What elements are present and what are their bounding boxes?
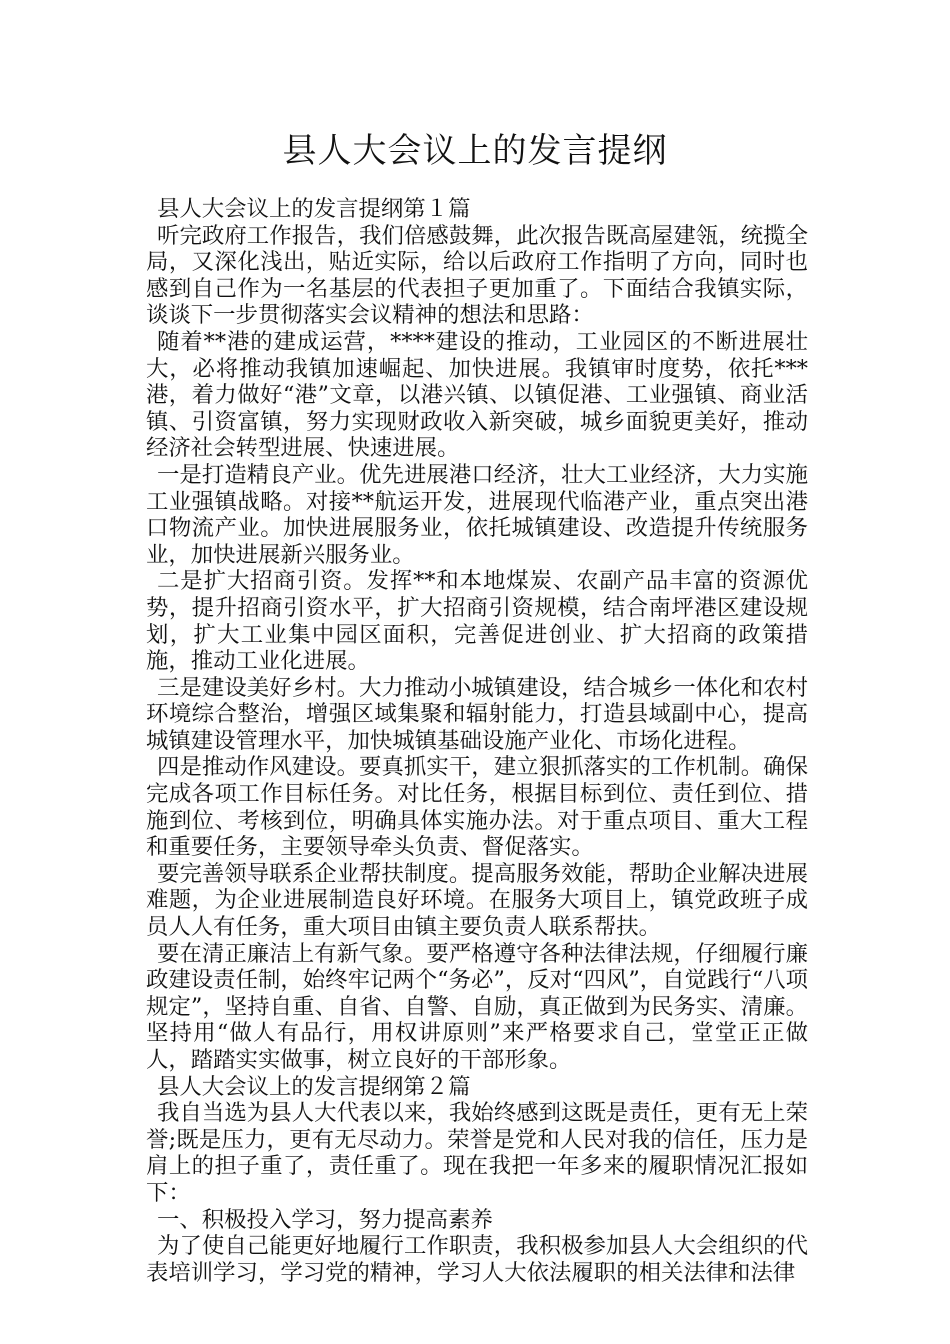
paragraph: 随着**港的建成运营，****建设的推动，工业园区的不断进展壮大，必将推动我镇加速崛起、加快进展。我镇审时度势，依托***港，着力做好“港”文章，以港兴镇、以镇促港、工业强镇、商业活镇、引资富镇，努力实现财政收入新突破，城乡面貌更美好，推动经济社会转型进展、快速进展。 [146,328,808,462]
paragraph: 一是打造精良产业。优先进展港口经济，壮大工业经济，大力实施工业强镇战略。对接**航运开发，进展现代临港产业，重点突出港口物流产业。加快进展服务业，依托城镇建设、改造提升传统服务业，加快进展新兴服务业。 [146,461,808,568]
section-heading-1: 县人大会议上的发言提纲第１篇 [157,196,471,222]
paragraph: 我自当选为县人大代表以来，我始终感到这既是责任，更有无上荣誉;既是压力，更有无尽动力。荣誉是党和人民对我的信任，压力是肩上的担子重了，责任重了。现在我把一年多来的履职情况汇报如下： [146,1100,808,1206]
paragraph: 为了使自己能更好地履行工作职责，我积极参加县人大会组织的代表培训学习，学习党的精神，学习人大依法履职的相关法律和法律 [146,1233,808,1286]
paragraph: 四是推动作风建设。要真抓实干，建立狠抓落实的工作机制。确保完成各项工作目标任务。对比任务，根据目标到位、责任到位、措施到位、考核到位，明确具体实施办法。对于重点项目、重大工程和重要任务，主要领导牵头负责、督促落实。 [146,754,808,861]
paragraph: 要在清正廉洁上有新气象。要严格遵守各种法律法规，仔细履行廉政建设责任制，始终牢记两个“务必”，反对“四风”，自觉践行“八项规定”，坚持自重、自省、自警、自励，真正做到为民务实、清廉。坚持用“做人有品行，用权讲原则”来严格要求自己，堂堂正正做人，踏踏实实做事，树立良好的干部形象。 [146,940,808,1073]
paragraph: 要完善领导联系企业帮扶制度。提高服务效能，帮助企业解决进展难题，为企业进展制造良好环境。在服务大项目上，镇党政班子成员人人有任务，重大项目由镇主要负责人联系帮扶。 [146,860,808,941]
document-title: 县人大会议上的发言提纲 [282,131,668,171]
document-body [146,196,808,1286]
subsection-heading: 一、积极投入学习，努力提高素养 [157,1206,493,1233]
paragraph: 二是扩大招商引资。发挥**和本地煤炭、农副产品丰富的资源优势，提升招商引资水平，扩大招商引资规模，结合南坪港区建设规划，扩大工业集中园区面积，完善促进创业、扩大招商的政策措施，推动工业化进展。 [146,568,808,675]
paragraph: 听完政府工作报告，我们倍感鼓舞，此次报告既高屋建瓴，统揽全局，又深化浅出，贴近实际，给以后政府工作指明了方向，同时也感到自己作为一名基层的代表担子更加重了。下面结合我镇实际，谈谈下一步贯彻落实会议精神的想法和思路： [146,222,808,329]
section-heading-2: 县人大会议上的发言提纲第２篇 [157,1073,471,1100]
paragraph: 三是建设美好乡村。大力推动小城镇建设，结合城乡一体化和农村环境综合整治，增强区域集聚和辐射能力，打造县域副中心，提高城镇建设管理水平，加快城镇基础设施产业化、市场化进程。 [146,674,808,754]
